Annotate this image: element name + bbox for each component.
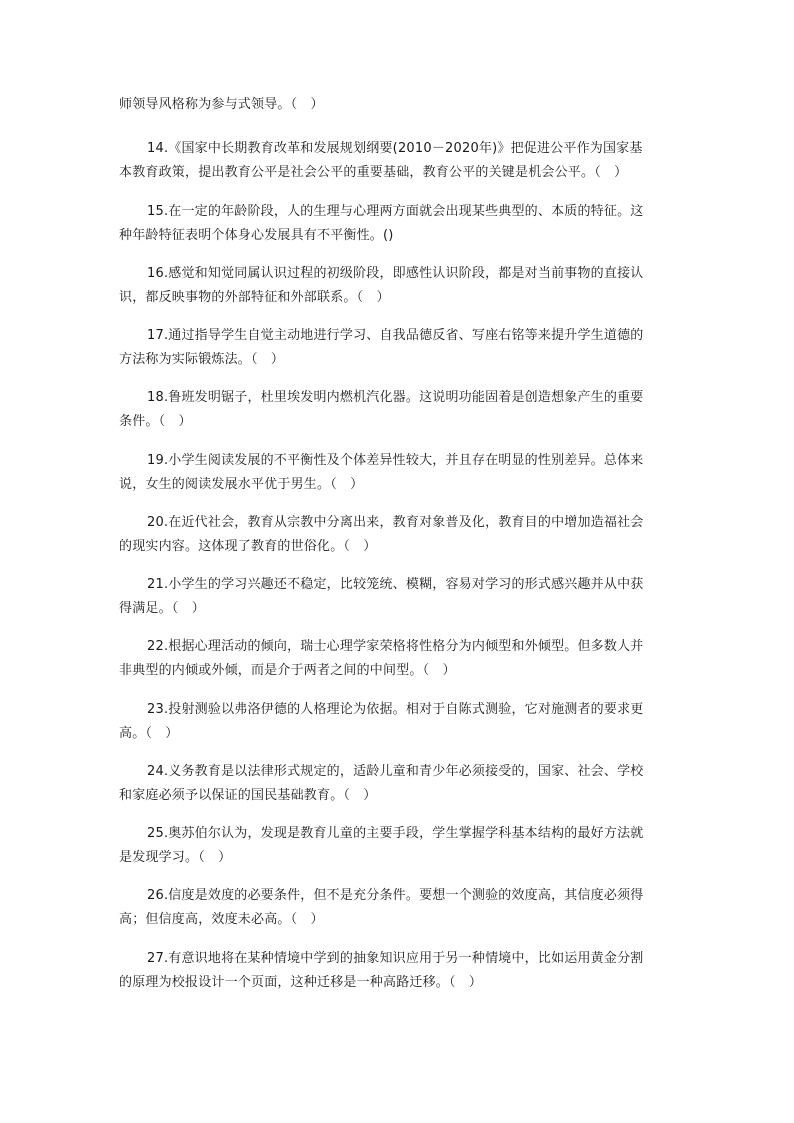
question-16 [119, 262, 677, 310]
text-line: 非典型的内倾或外倾，而是介于两者之间的中间型。（ ） [119, 663, 456, 678]
text-line: 19.小学生阅读发展的不平衡性及个体差异性较大，并且存在明显的性别差异。总体来 [147, 453, 644, 468]
question-15 [119, 200, 677, 248]
text-line: 说，女生的阅读发展水平优于男生。（ ） [119, 477, 364, 492]
text-line: 27.有意识地将在某种情境中学到的抽象知识应用于另一种情境中，比如运用黄金分割 [147, 951, 644, 966]
question-19 [119, 449, 677, 497]
text-line: 14.《国家中长期教育改革和发展规划纲要(2010－2020年)》把促进公平作为国家基 [147, 141, 643, 156]
text-line: 21.小学生的学习兴趣还不稳定，比较笼统、模糊，容易对学习的形式感兴趣并从中获 [147, 577, 644, 592]
question-24 [119, 760, 677, 808]
question-26 [119, 884, 677, 932]
text-line: 26.信度是效度的必要条件，但不是充分条件。要想一个测验的效度高，其信度必须得 [147, 888, 644, 903]
text-line: 高。（ ） [119, 726, 179, 741]
question-13-continuation [119, 93, 677, 117]
text-line: 师领导风格称为参与式领导。（ ） [119, 97, 324, 112]
question-20 [119, 511, 677, 559]
text-line: 高；但信度高，效度未必高。（ ） [119, 912, 324, 927]
text-line: 条件。（ ） [119, 414, 192, 429]
question-17 [119, 324, 677, 372]
text-line: 的现实内容。这体现了教育的世俗化。（ ） [119, 539, 377, 554]
text-line: 得满足。（ ） [119, 601, 205, 616]
question-22 [119, 635, 677, 683]
question-21 [119, 573, 677, 621]
text-line: 方法称为实际锻炼法。（ ） [119, 352, 285, 367]
text-line: 本教育政策，提出教育公平是社会公平的重要基础，教育公平的关键是机会公平。（ ） [119, 165, 628, 180]
text-line: 识，都反映事物的外部特征和外部联系。（ ） [119, 290, 390, 305]
question-18 [119, 386, 677, 434]
question-27 [119, 947, 677, 995]
text-line: 和家庭必须予以保证的国民基础教育。（ ） [119, 788, 377, 803]
question-25 [119, 822, 677, 870]
text-line: 20.在近代社会，教育从宗教中分离出来，教育对象普及化，教育目的中增加造福社会 [147, 515, 644, 530]
text-line: 的原理为校报设计一个页面，这种迁移是一种高路迁移。（ ） [119, 975, 483, 990]
text-line: 22.根据心理活动的倾向，瑞士心理学家荣格将性格分为内倾型和外倾型。但多数人并 [147, 639, 644, 654]
text-line: 16.感觉和知觉同属认识过程的初级阶段，即感性认识阶段，都是对当前事物的直接认 [147, 266, 644, 281]
text-line: 23.投射测验以弗洛伊德的人格理论为依据。相对于自陈式测验，它对施测者的要求更 [147, 702, 644, 717]
question-23 [119, 698, 677, 746]
text-line: 是发现学习。（ ） [119, 850, 232, 865]
question-14 [119, 137, 677, 185]
text-line: 17.通过指导学生自觉主动地进行学习、自我品德反省、写座右铭等来提升学生道德的 [147, 328, 644, 343]
text-line: 24.义务教育是以法律形式规定的，适龄儿童和青少年必须接受的，国家、社会、学校 [147, 764, 644, 779]
text-line: 25.奥苏伯尔认为，发现是教育儿童的主要手段，学生掌握学科基本结构的最好方法就 [147, 826, 644, 841]
text-line: 18.鲁班发明锯子，杜里埃发明内燃机汽化器。这说明功能固着是创造想象产生的重要 [147, 390, 644, 405]
text-line: 种年龄特征表明个体身心发展具有不平衡性。() [119, 228, 394, 243]
text-line: 15.在一定的年龄阶段，人的生理与心理两方面就会出现某些典型的、本质的特征。这 [147, 204, 644, 219]
